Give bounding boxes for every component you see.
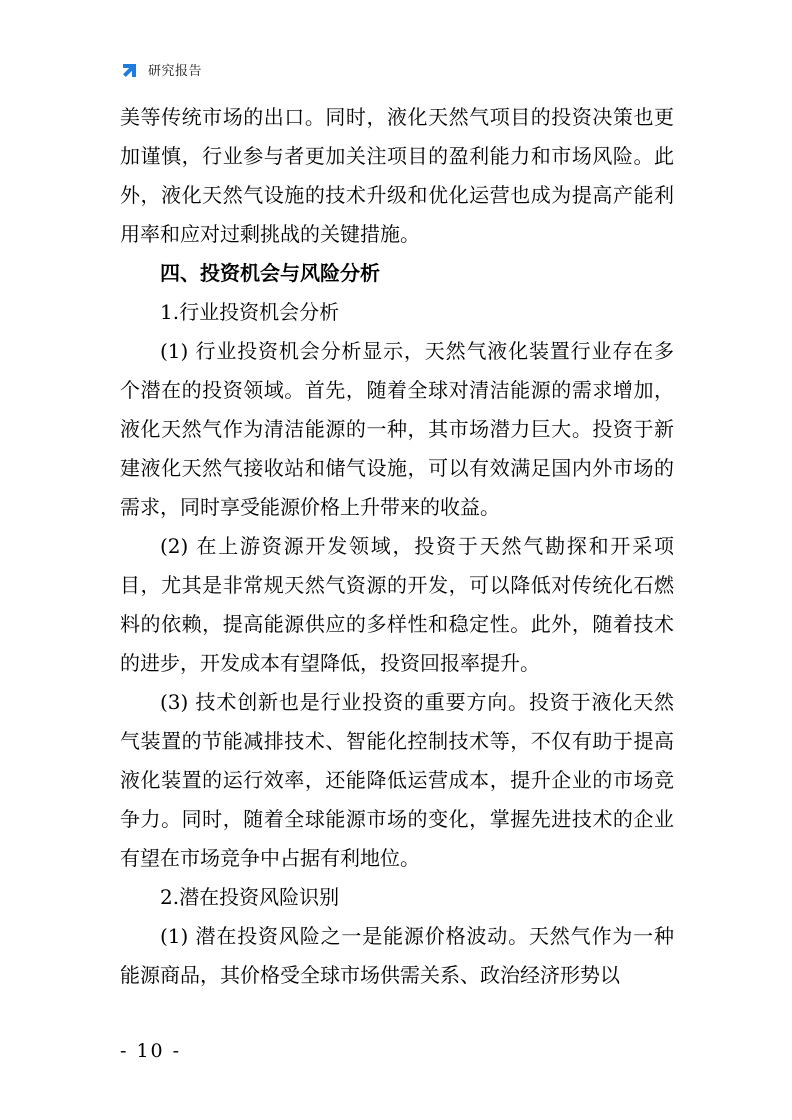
subsection-heading-risks: 2.潜在投资风险识别 <box>160 885 340 909</box>
page-number: - 10 - <box>120 1040 182 1062</box>
paragraph-continuation: 美等传统市场的出口。同时，液化天然气项目的投资决策也更加谨慎，行业参与者更加关注项目的盈利能力和市场风险。此外，液化天然气设施的技术升级和优化运营也成为提高产能利用率和应对过剩挑战的关键措施。 <box>120 105 674 246</box>
section-heading: 四、投资机会与风险分析 <box>160 261 380 285</box>
report-header <box>120 55 202 83</box>
subsection-heading-opportunities: 1.行业投资机会分析 <box>160 300 340 324</box>
document-body <box>120 98 674 995</box>
paragraph-opportunity-3: (3) 技术创新也是行业投资的重要方向。投资于液化天然气装置的节能减排技术、智能化控制技术等，不仅有助于提高液化装置的运行效率，还能降低运营成本，提升企业的市场竞争力。同时，随着全球能源市场的变化，掌握先进技术的企业有望在市场竞争中占据有利地位。 <box>120 690 674 870</box>
paragraph-opportunity-2: (2) 在上游资源开发领域，投资于天然气勘探和开采项目，尤其是非常规天然气资源的开发，可以降低对传统化石燃料的依赖，提高能源供应的多样性和稳定性。此外，随着技术的进步，开发成本有望降低，投资回报率提升。 <box>120 534 674 675</box>
arrow-up-right-icon <box>120 58 142 80</box>
paragraph-opportunity-1: (1) 行业投资机会分析显示，天然气液化装置行业存在多个潜在的投资领域。首先，随着全球对清洁能源的需求增加，液化天然气作为清洁能源的一种，其市场潜力巨大。投资于新建液化天然气接收站和储气设施，可以有效满足国内外市场的需求，同时享受能源价格上升带来的收益。 <box>120 339 674 519</box>
header-title: 研究报告 <box>148 63 203 79</box>
paragraph-risk-1: (1) 潜在投资风险之一是能源价格波动。天然气作为一种能源商品，其价格受全球市场供需关系、政治经济形势以 <box>120 924 674 987</box>
